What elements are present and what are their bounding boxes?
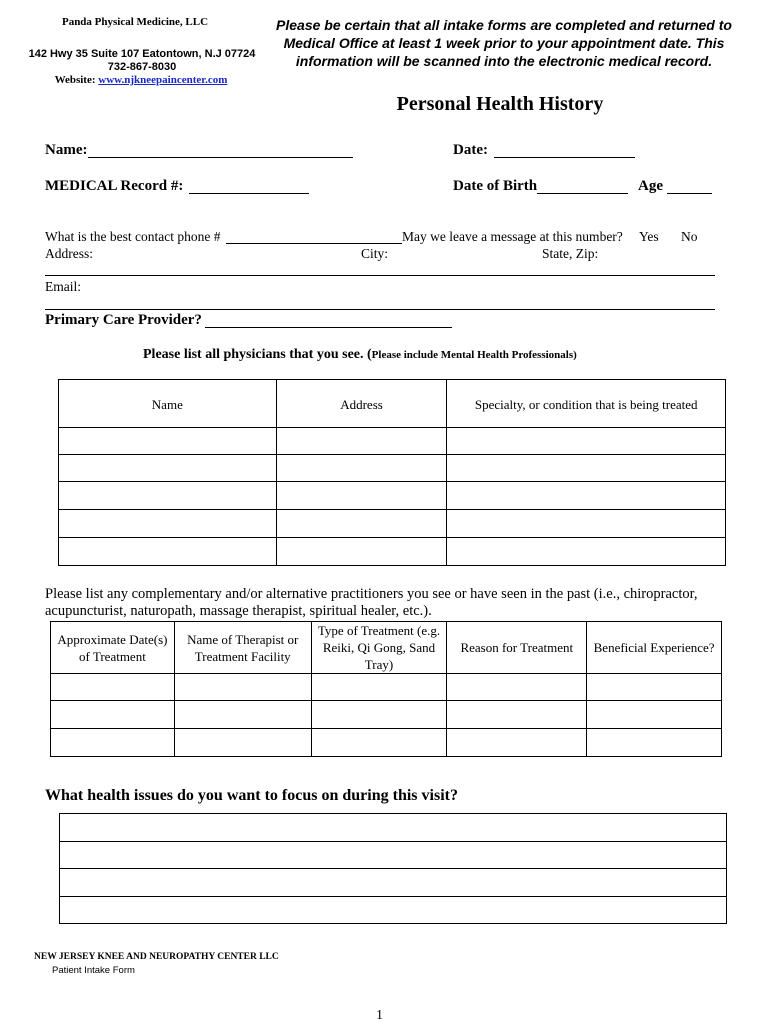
address-label: Address: [45, 246, 93, 261]
col-header-reason: Reason for Treatment [447, 622, 587, 674]
col-header-specialty: Specialty, or condition that is being treated [447, 380, 726, 428]
name-field[interactable] [88, 157, 353, 158]
focus-answer-line[interactable] [60, 842, 727, 869]
company-name: Panda Physical Medicine, LLC [61, 16, 209, 28]
table-cell[interactable] [59, 510, 277, 538]
footer-form-name: Patient Intake Form [52, 965, 135, 976]
physicians-prompt-note: Please include Mental Health Professionals) [371, 349, 577, 361]
table-cell[interactable] [447, 510, 726, 538]
company-address: 142 Hwy 35 Suite 107 Eatontown, N.J 07724 [28, 48, 256, 60]
intake-notice: Please be certain that all intake forms are completed and returned to Medical Office at least 1 week prior to your appointment date. This information will be scanned into the electronic medical record. [276, 17, 732, 69]
table-cell[interactable] [51, 701, 175, 729]
table-cell[interactable] [311, 729, 447, 757]
message-question: May we leave a message at this number? [402, 229, 623, 244]
table-row [59, 482, 726, 510]
table-cell[interactable] [59, 455, 277, 482]
table-row [51, 674, 722, 701]
col-header-address: Address [276, 380, 447, 428]
company-phone: 732-867-8030 [107, 61, 177, 73]
focus-table [59, 813, 727, 924]
alternative-header-row [51, 622, 722, 674]
table-row [60, 842, 727, 869]
table-cell[interactable] [447, 701, 587, 729]
focus-answer-line[interactable] [60, 897, 727, 924]
age-label: Age [638, 178, 663, 194]
dob-field[interactable] [537, 193, 628, 194]
table-cell[interactable] [276, 455, 447, 482]
age-field[interactable] [667, 193, 712, 194]
alternative-table [50, 621, 722, 757]
table-cell[interactable] [51, 729, 175, 757]
table-row [59, 538, 726, 566]
primary-care-label: Primary Care Provider? [45, 312, 202, 328]
focus-question: What health issues do you want to focus on during this visit? [45, 787, 458, 804]
message-yes-option[interactable]: Yes [639, 229, 659, 244]
email-field[interactable] [45, 309, 715, 310]
medical-record-label: MEDICAL Record #: [45, 178, 184, 194]
table-cell[interactable] [447, 428, 726, 455]
col-header-dates: Approximate Date(s) of Treatment [51, 622, 175, 674]
medical-record-field[interactable] [189, 193, 309, 194]
table-cell[interactable] [311, 674, 447, 701]
table-row [51, 701, 722, 729]
physicians-prompt: Please list all physicians that you see. (Please include Mental Health Professionals) [143, 347, 577, 362]
address-field[interactable] [45, 275, 715, 276]
physicians-header-row [59, 380, 726, 428]
table-cell[interactable] [59, 538, 277, 566]
table-row [51, 729, 722, 757]
phone-question: What is the best contact phone # [45, 229, 221, 244]
website-line [22, 74, 260, 86]
website-link[interactable]: www.njkneepaincenter.com [98, 74, 228, 86]
table-row [60, 897, 727, 924]
date-field[interactable] [494, 157, 635, 158]
page-number: 1 [376, 1008, 383, 1023]
col-header-beneficial: Beneficial Experience? [587, 622, 722, 674]
table-cell[interactable] [174, 674, 311, 701]
table-cell[interactable] [447, 482, 726, 510]
col-header-treatment-type: Type of Treatment (e.g. Reiki, Qi Gong, Sand Tray) [311, 622, 447, 674]
col-header-therapist: Name of Therapist or Treatment Facility [174, 622, 311, 674]
phone-field[interactable] [226, 243, 402, 244]
col-header-name: Name [59, 380, 277, 428]
table-cell[interactable] [59, 428, 277, 455]
table-cell[interactable] [587, 729, 722, 757]
alternative-prompt: Please list any complementary and/or alternative practitioners you see or have seen in the past (i.e., chiropractor, acupuncturist, naturopath, massage therapist, spiritual healer, etc.). [45, 586, 698, 619]
primary-care-field[interactable] [205, 327, 452, 328]
name-label: Name: [45, 142, 88, 158]
table-cell[interactable] [174, 729, 311, 757]
table-cell[interactable] [447, 729, 587, 757]
focus-answer-line[interactable] [60, 869, 727, 897]
table-cell[interactable] [311, 701, 447, 729]
table-row [60, 814, 727, 842]
city-label: City: [361, 246, 389, 261]
table-cell[interactable] [447, 674, 587, 701]
focus-answer-line[interactable] [60, 814, 727, 842]
email-label: Email: [45, 279, 81, 294]
website-label: Website: [54, 74, 96, 86]
table-row [59, 455, 726, 482]
table-cell[interactable] [447, 538, 726, 566]
dob-label: Date of Birth [453, 178, 538, 194]
table-cell[interactable] [587, 701, 722, 729]
date-label: Date: [453, 142, 488, 158]
table-cell[interactable] [276, 482, 447, 510]
table-cell[interactable] [51, 674, 175, 701]
table-cell[interactable] [447, 455, 726, 482]
table-cell[interactable] [174, 701, 311, 729]
table-cell[interactable] [276, 510, 447, 538]
table-cell[interactable] [59, 482, 277, 510]
table-row [59, 510, 726, 538]
table-cell[interactable] [276, 428, 447, 455]
page-title: Personal Health History [396, 93, 604, 115]
message-no-option[interactable]: No [681, 229, 698, 244]
table-cell[interactable] [276, 538, 447, 566]
table-row [59, 428, 726, 455]
table-cell[interactable] [587, 674, 722, 701]
table-row [60, 869, 727, 897]
state-zip-label: State, Zip: [542, 246, 599, 261]
physicians-table [58, 379, 726, 566]
footer-company: NEW JERSEY KNEE AND NEUROPATHY CENTER LLC [34, 952, 279, 962]
